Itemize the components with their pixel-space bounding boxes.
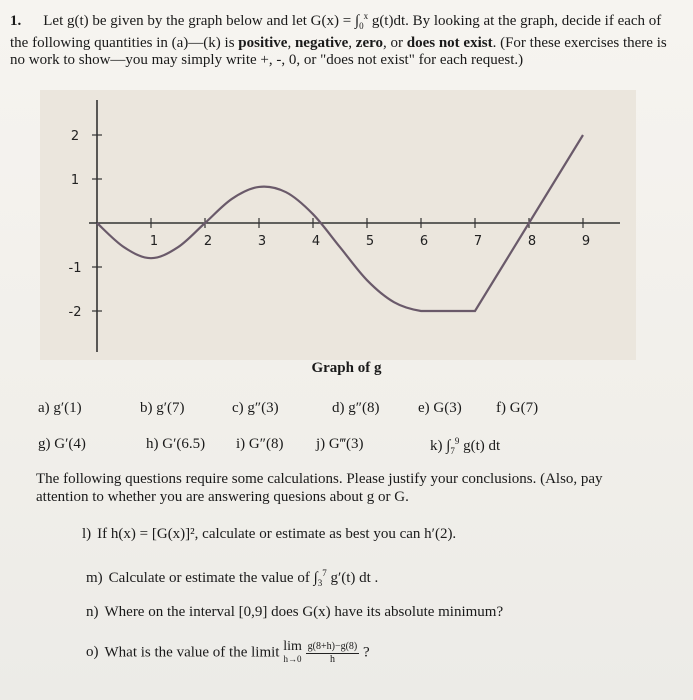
question-k-integral: ∫ [446,438,451,454]
question-l [82,526,456,543]
question-m-upper: 7 [322,568,327,578]
x-tick-label: 7 [473,234,483,249]
y-tick-label: -1 [68,261,82,276]
question-i: i) G″(8) [236,436,284,452]
difference-quotient [306,641,360,666]
question-k-body: g(t) dt [459,438,501,454]
question-n [86,604,503,621]
question-c: c) g″(3) [232,400,279,416]
x-tick-label: 2 [203,234,213,249]
x-tick-label: 9 [581,234,591,249]
x-tick-label: 3 [257,234,267,249]
intro-upper-limit: x [363,11,369,21]
question-k [430,436,500,456]
intro-lower-limit: 0 [359,21,364,31]
question-d: d) g″(8) [332,400,380,416]
question-j: j) G‴(3) [316,436,364,452]
graph-figure [40,90,636,360]
graph-of-g [40,90,636,360]
question-k-label: k) [430,438,443,454]
question-k-lower: 7 [450,446,455,456]
graph-background [40,90,636,360]
question-l-text: If h(x) = [G(x)]², calculate or estimate as best you can h′(2). [97,526,457,542]
question-o-end: ? [363,644,370,661]
question-b: b) g′(7) [140,400,185,416]
question-n-label: n) [86,604,99,620]
problem-statement: 1. Let g(t) be given by the graph below and let $G(x) = \int_0^x$ g(t)dt. By looking at the graph, decide if each of the following quantities in (a)—(k) is positive, negative, zero, or does not exist. (For these exercises there is no work to show—you may simply write +, -, 0, or "does not exist" for each request.) [10,11,667,68]
question-n-text: Where on the interval [0,9] does G(x) have its absolute minimum? [104,604,504,620]
question-o-label: o) [86,644,99,661]
keyword-does-not-exist: does not exist [406,35,493,51]
limit-word: lim [283,639,302,654]
question-k-upper: 9 [454,436,460,446]
question-e: e) G(3) [418,400,462,416]
y-tick-label: 2 [70,129,80,144]
graph-caption: Graph of g [311,360,382,376]
question-h: h) G′(6.5) [146,436,206,452]
limit-operator [283,640,302,666]
y-tick-label: 1 [70,173,80,188]
keyword-negative: negative [294,35,349,51]
question-o [86,640,370,666]
limit-subscript: h→0 [283,654,302,664]
question-g: g) G′(4) [38,436,86,452]
question-m-text-post: g′(t) dt . [326,570,379,586]
intro-part3: . (For these exercises there is no work to show—you may simply write +, -, 0, or "does not exist" for each request.) [10,35,667,68]
keyword-or: , or [383,35,407,51]
question-l-label: l) [82,526,92,542]
question-f: f) G(7) [496,400,539,416]
keyword-positive: positive [238,35,288,51]
intro-part1: Let g(t) be given by the graph below and let G(x) = ∫ [43,13,360,29]
y-tick-label: -2 [68,305,82,320]
x-tick-label: 1 [149,234,159,249]
question-m-text-pre: Calculate or estimate the value of ∫ [108,570,318,586]
x-tick-label: 8 [527,234,537,249]
problem-number: 1. [10,13,22,29]
intro-part2: g(t)dt. By looking at the graph, decide if each of the following quantities in (a)—(k) is [10,13,662,51]
x-tick-label: 6 [419,234,429,249]
question-m [86,568,378,588]
question-a: a) g′(1) [38,400,82,416]
keyword-zero: zero [355,35,383,51]
difference-quotient-denominator: h [329,653,335,665]
question-o-text: What is the value of the limit [104,644,280,661]
x-tick-label: 5 [365,234,375,249]
x-tick-label: 4 [311,234,321,249]
question-m-lower: 3 [317,578,323,588]
difference-quotient-numerator: g(8+h)−g(8) [307,640,358,652]
question-m-label: m) [86,570,103,586]
instructions-paragraph: The following questions require some calculations. Please justify your conclusions. (Also, pay attention to whether you are answering quesions about g or G. [36,471,603,505]
